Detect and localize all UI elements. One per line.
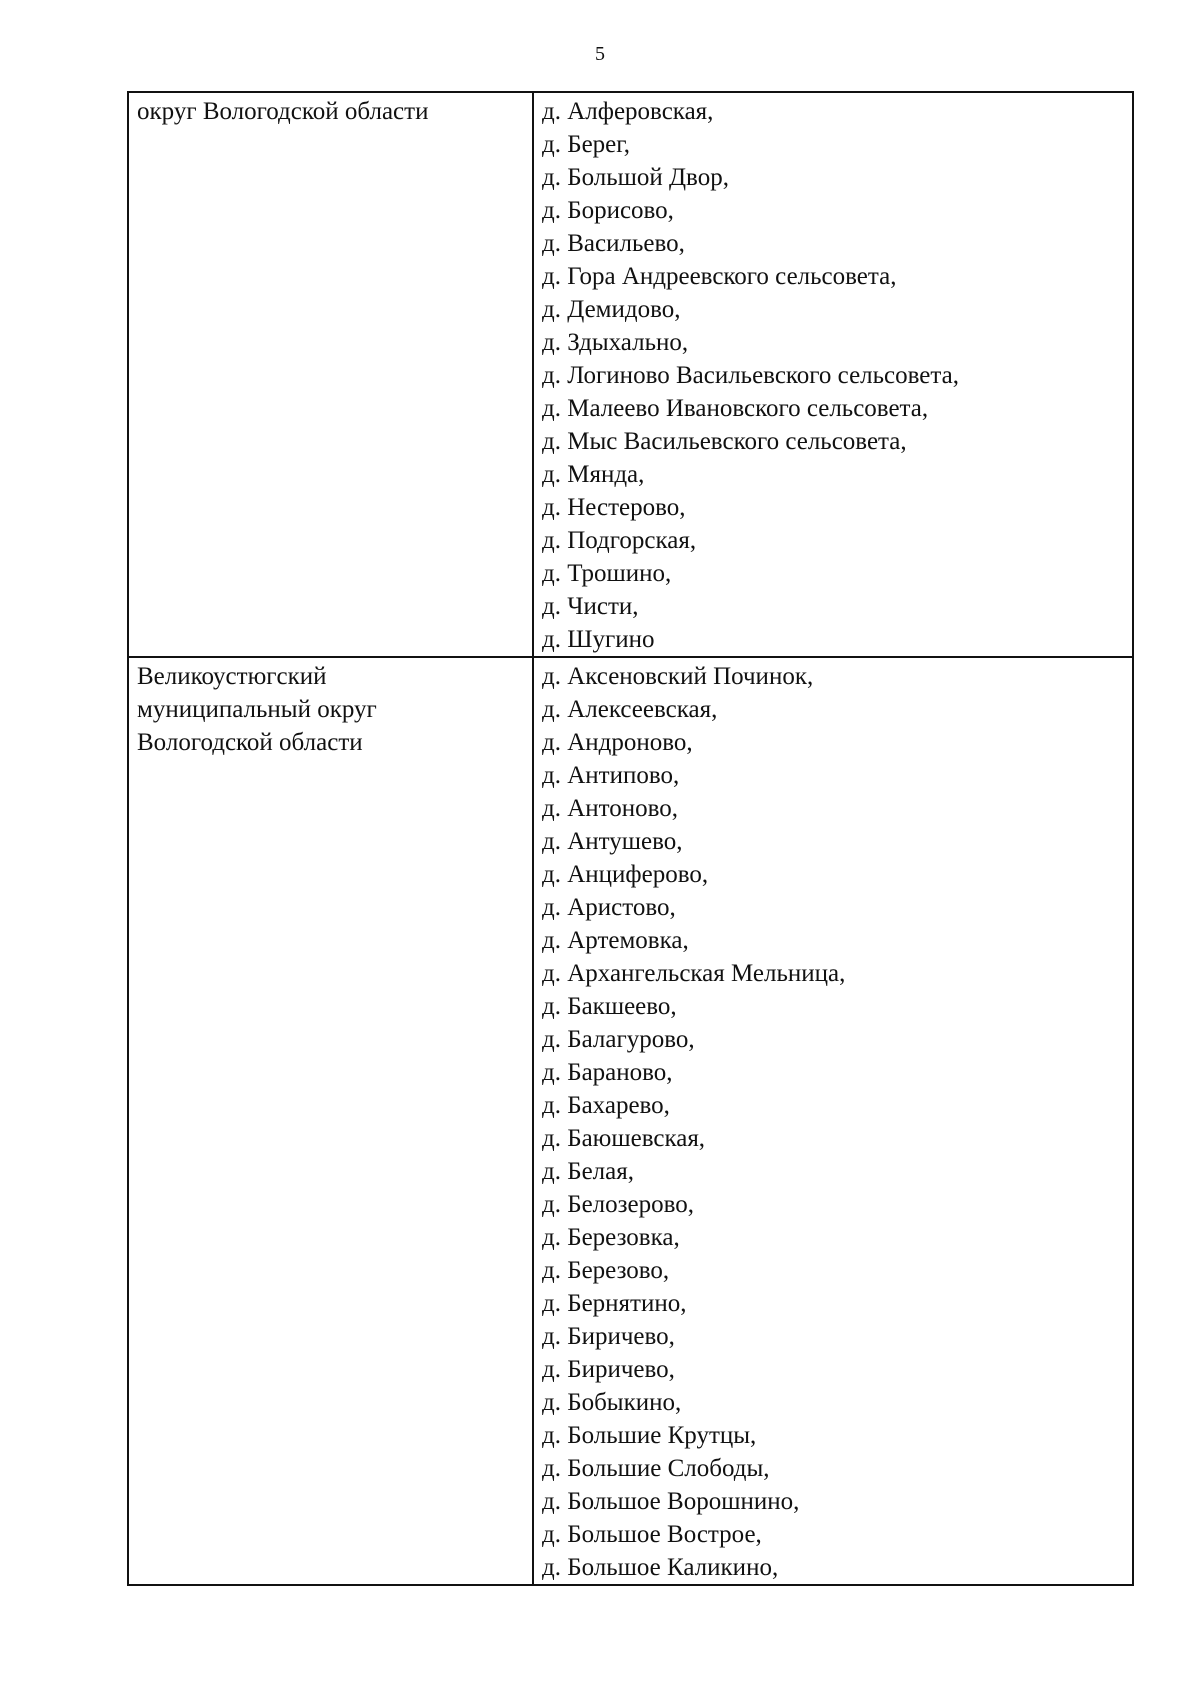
settlement-item: д. Бараново, xyxy=(542,1059,673,1086)
page-number: 5 xyxy=(595,43,605,65)
settlement-item: д. Большое Каликино, xyxy=(542,1554,779,1581)
district-cell xyxy=(128,657,533,1585)
settlement-item: д. Бернятино, xyxy=(542,1290,687,1317)
settlement-item: д. Нестерово, xyxy=(542,494,686,521)
settlement-item: д. Гора Андреевского сельсовета, xyxy=(542,263,897,290)
settlements-cell xyxy=(533,657,1133,1585)
settlement-item: д. Белая, xyxy=(542,1158,634,1185)
settlements-cell xyxy=(533,92,1133,657)
district-name-line: Вологодской области xyxy=(137,729,363,756)
settlement-item: д. Балагурово, xyxy=(542,1026,695,1053)
settlement-item: д. Логиново Васильевского сельсовета, xyxy=(542,362,959,389)
settlement-item: д. Бобыкино, xyxy=(542,1389,682,1416)
settlement-item: д. Аксеновский Починок, xyxy=(542,663,814,690)
settlement-item: д. Большое Вострое, xyxy=(542,1521,762,1548)
settlements-table xyxy=(127,91,1134,1586)
settlement-item: д. Берег, xyxy=(542,131,630,158)
settlement-item: д. Биричево, xyxy=(542,1356,675,1383)
settlement-item: д. Мыс Васильевского сельсовета, xyxy=(542,428,907,455)
settlement-item: д. Березово, xyxy=(542,1257,670,1284)
district-name-line: Великоустюгский xyxy=(137,663,327,690)
settlement-item: д. Большие Крутцы, xyxy=(542,1422,757,1449)
settlement-item: д. Алферовская, xyxy=(542,98,714,125)
settlement-item: д. Антушево, xyxy=(542,828,683,855)
settlement-item: д. Чисти, xyxy=(542,593,639,620)
settlement-item: д. Антипово, xyxy=(542,762,680,789)
district-cell xyxy=(128,92,533,657)
settlement-item: д. Биричево, xyxy=(542,1323,675,1350)
settlement-item: д. Архангельская Мельница, xyxy=(542,960,846,987)
settlement-item: д. Бахарево, xyxy=(542,1092,670,1119)
settlement-item: д. Здыхально, xyxy=(542,329,689,356)
settlement-item: д. Подгорская, xyxy=(542,527,697,554)
settlement-item: д. Трошино, xyxy=(542,560,672,587)
settlement-item: д. Антоново, xyxy=(542,795,679,822)
settlement-item: д. Артемовка, xyxy=(542,927,689,954)
table-row xyxy=(128,657,1133,1585)
settlement-item: д. Мянда, xyxy=(542,461,645,488)
district-name-line: муниципальный округ xyxy=(137,696,377,723)
settlement-item: д. Борисово, xyxy=(542,197,674,224)
settlement-item: д. Белозерово, xyxy=(542,1191,695,1218)
settlement-item: д. Андроново, xyxy=(542,729,693,756)
settlement-item: д. Алексеевская, xyxy=(542,696,718,723)
settlement-item: д. Васильево, xyxy=(542,230,685,257)
settlement-item: д. Малеево Ивановского сельсовета, xyxy=(542,395,929,422)
settlement-item: д. Аристово, xyxy=(542,894,676,921)
settlement-item: д. Шугино xyxy=(542,626,655,653)
settlement-item: д. Анциферово, xyxy=(542,861,709,888)
settlement-item: д. Большой Двор, xyxy=(542,164,729,191)
settlement-item: д. Березовка, xyxy=(542,1224,680,1251)
settlement-item: д. Большие Слободы, xyxy=(542,1455,770,1482)
district-name-line: округ Вологодской области xyxy=(137,98,429,125)
settlement-item: д. Демидово, xyxy=(542,296,681,323)
settlement-item: д. Баюшевская, xyxy=(542,1125,706,1152)
settlement-item: д. Бакшеево, xyxy=(542,993,677,1020)
table-body xyxy=(128,92,1133,1585)
settlement-item: д. Большое Ворошнино, xyxy=(542,1488,800,1515)
table-row xyxy=(128,92,1133,657)
